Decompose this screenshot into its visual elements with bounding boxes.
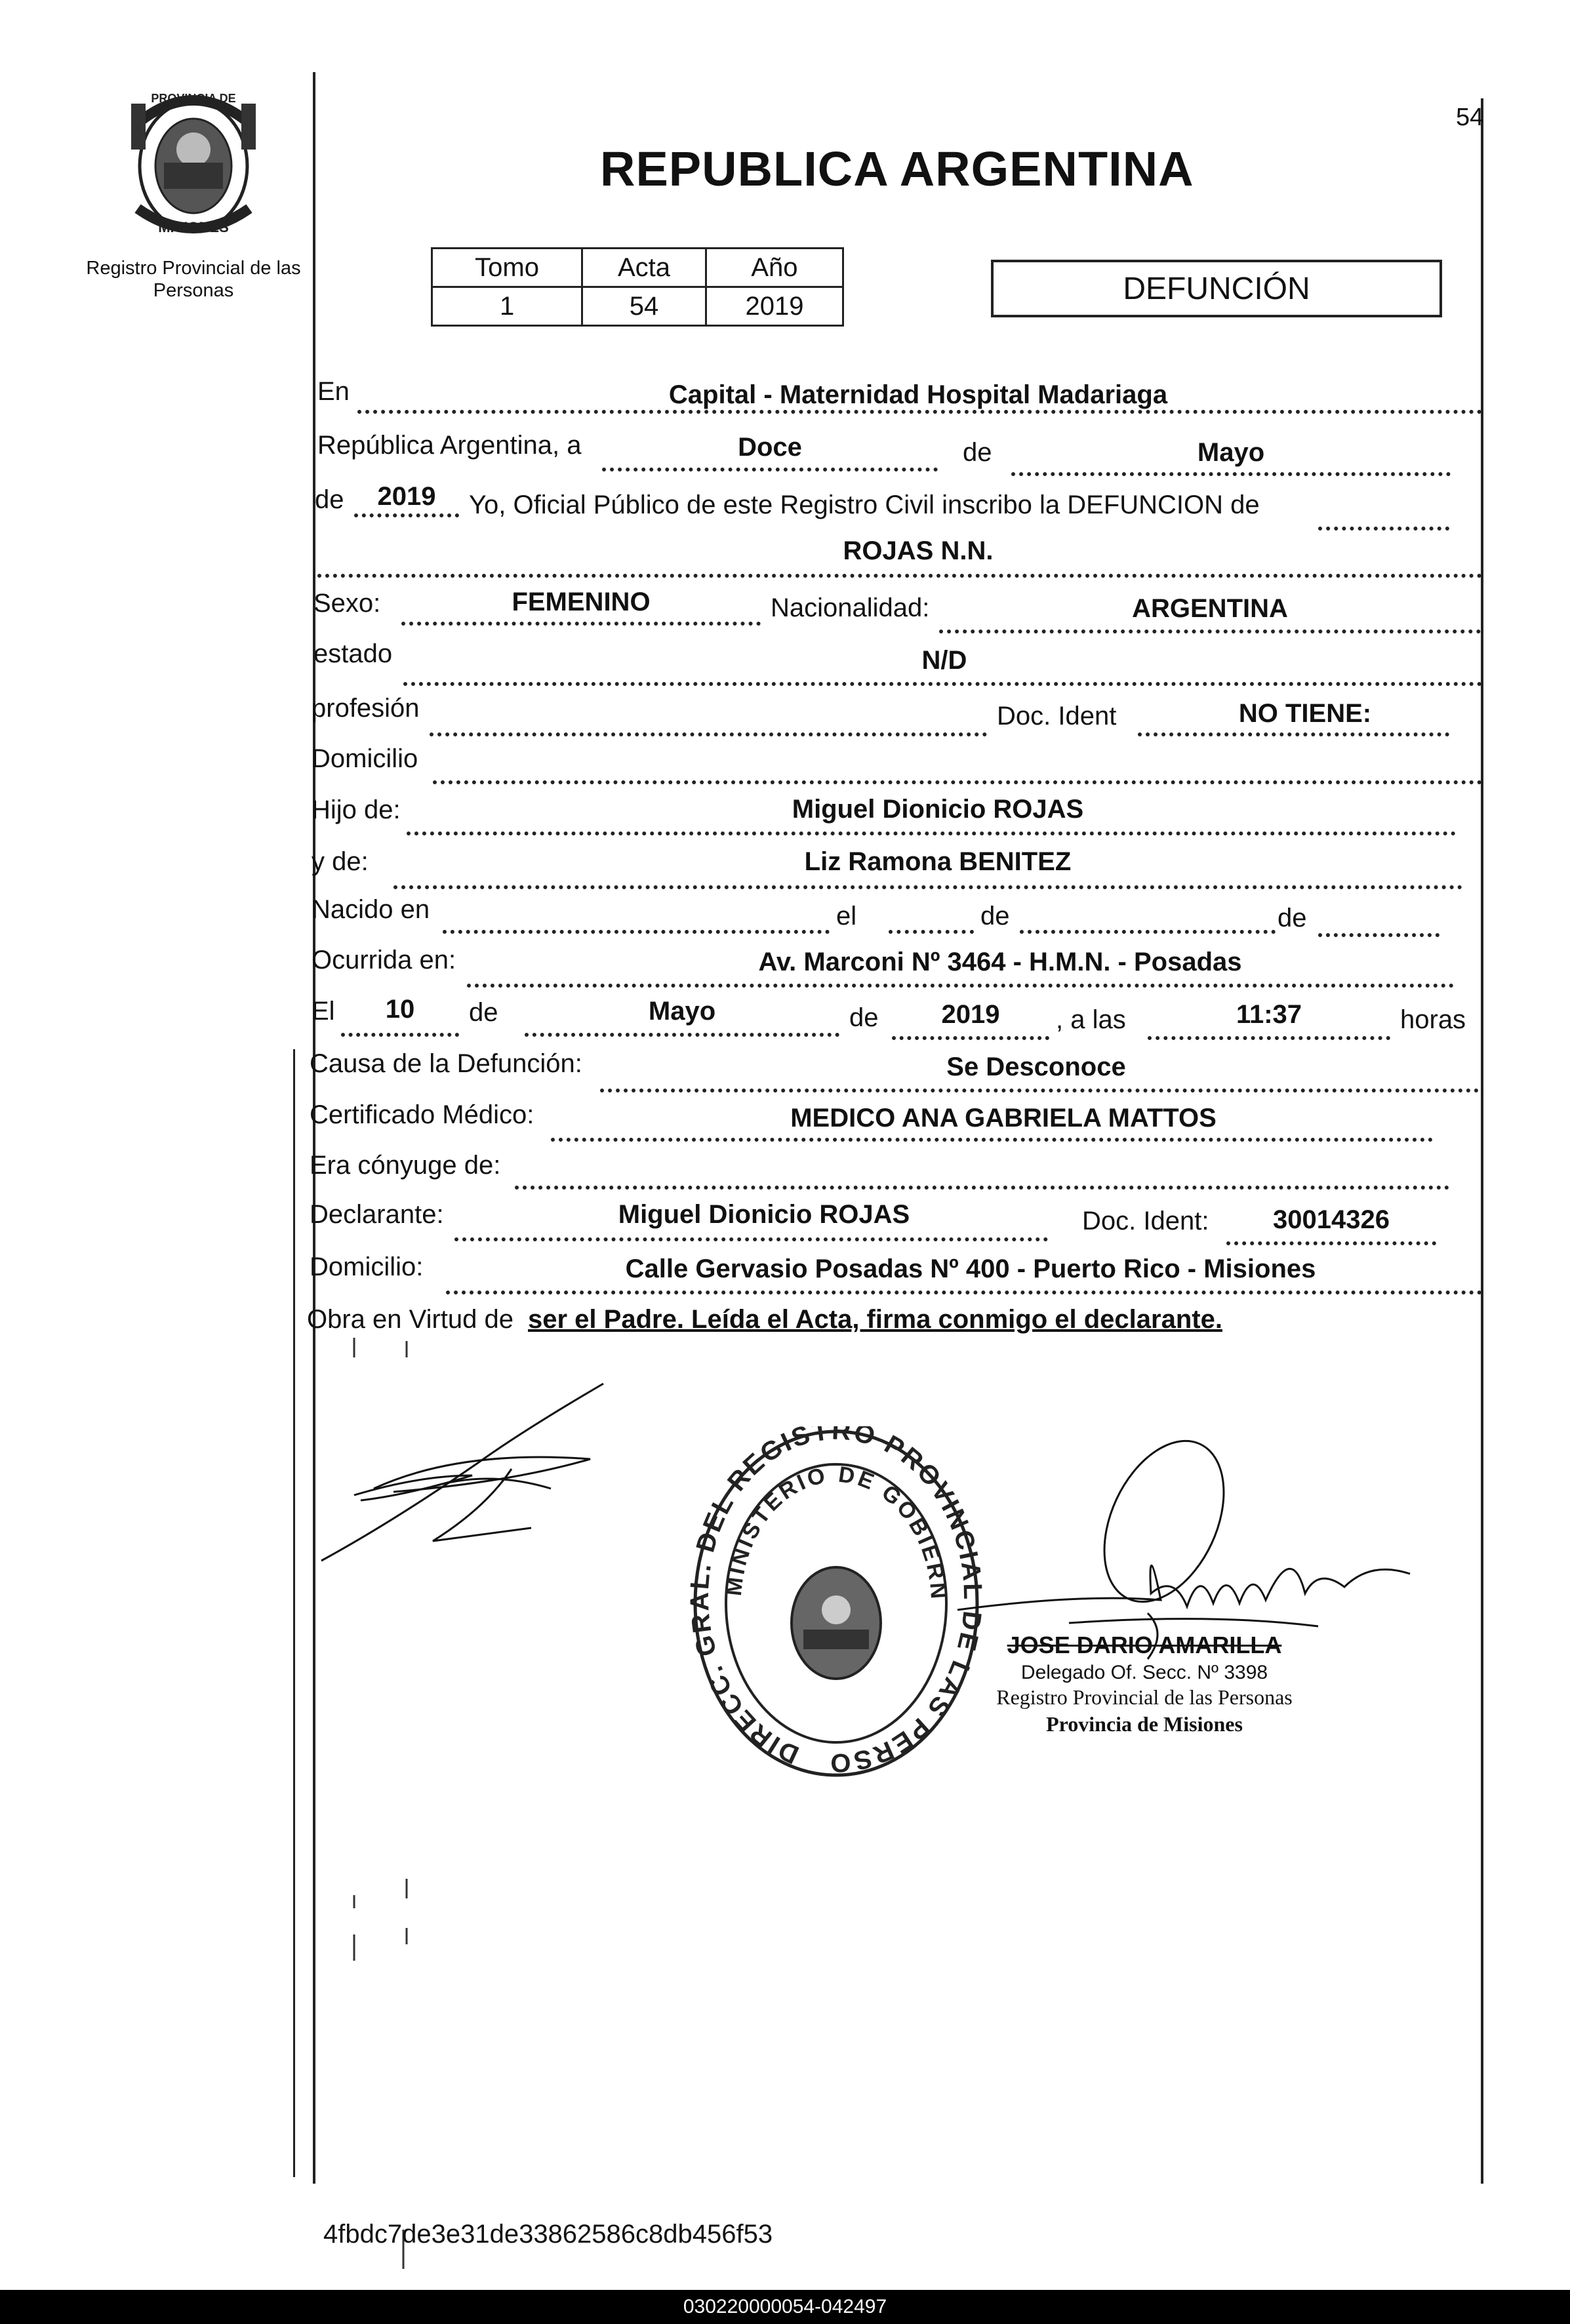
dia-dots (602, 468, 938, 471)
yde-label: y de: (312, 847, 369, 876)
estado-value: N/D (921, 646, 967, 675)
domicilio-dots (433, 780, 1482, 784)
anio-dots (354, 513, 459, 517)
dia-num-value: 10 (385, 995, 415, 1024)
stamp-inner-text: MINISTERIO DE GOBIERN (721, 1462, 952, 1603)
republica-label: República Argentina, a (317, 431, 582, 460)
anio-value: 2019 (377, 482, 436, 511)
domicilio-label: Domicilio (312, 744, 418, 773)
hora-dots (1148, 1036, 1390, 1040)
hora-value: 11:37 (1236, 1000, 1302, 1029)
el-label: el (836, 902, 857, 931)
alas-label: , a las (1056, 1005, 1126, 1034)
de-label-2: de (980, 902, 1010, 931)
official-name: JOSE DARIO AMARILLA (1007, 1632, 1282, 1658)
ref-value-acta: 54 (582, 287, 706, 326)
ref-header-anio: Año (706, 249, 843, 287)
nacido-dots (443, 930, 830, 934)
document-title: REPUBLICA ARGENTINA (600, 142, 1194, 196)
official-line1: Delegado Of. Secc. Nº 3398 (1020, 1662, 1268, 1683)
declarante-value: Miguel Dionicio ROJAS (618, 1200, 910, 1229)
domicilio2-label: Domicilio: (310, 1252, 424, 1281)
doc-label: Doc. Ident (997, 702, 1117, 731)
el-cap-label: El (312, 997, 335, 1026)
yde-dots (393, 885, 1462, 889)
profesion-dots (430, 732, 987, 736)
doc-ident-dots (1226, 1241, 1436, 1245)
de-label-5: de (849, 1003, 879, 1032)
sexo-value: FEMENINO (512, 588, 651, 616)
doc-dots (1138, 732, 1449, 736)
inscribo-dots (1318, 527, 1449, 531)
nacido-mes-dots (1020, 930, 1276, 934)
ref-header-tomo: Tomo (432, 249, 582, 287)
nacionalidad-value: ARGENTINA (1132, 594, 1288, 623)
dia-num-dots (341, 1033, 459, 1037)
nacido-dia-dots (889, 930, 974, 934)
barcode-footer: 030220000054-042497 (0, 2290, 1570, 2324)
en-label: En (317, 377, 350, 406)
obra-label: Obra en Virtud de (307, 1305, 514, 1334)
province-logo (125, 84, 262, 241)
ref-value-anio: 2019 (706, 287, 843, 326)
hijo-label: Hijo de: (312, 795, 401, 824)
reference-table (431, 247, 844, 327)
sexo-label: Sexo: (313, 589, 381, 618)
ocurrida-label: Ocurrida en: (312, 946, 456, 974)
certificado-label: Certificado Médico: (310, 1100, 534, 1129)
sexo-dots (401, 622, 761, 626)
anio2-value: 2019 (941, 1000, 1000, 1029)
horas-label: horas (1400, 1005, 1466, 1034)
nacionalidad-label: Nacionalidad: (771, 593, 930, 622)
domicilio2-value: Calle Gervasio Posadas Nº 400 - Puerto Rico - Misiones (625, 1254, 1316, 1283)
official-line3: Provincia de Misiones (1046, 1712, 1243, 1736)
nombre-dots (317, 574, 1482, 578)
logo-ring-bottom-text: MISIONES (158, 219, 229, 235)
stamp-outer-text: DIRECC. GR . DEL REGISTRO PROVINCIA DE LAS PERSO (689, 1426, 984, 1778)
en-value: Capital - Maternidad Hospital Madariaga (668, 380, 1168, 409)
signature-block (954, 1632, 1335, 1736)
domicilio2-dots (446, 1291, 1482, 1294)
document-type-box: DEFUNCIÓN (991, 260, 1442, 317)
ocurrida-dots (467, 984, 1454, 988)
nacido-label: Nacido en (312, 895, 430, 924)
padre-value: Miguel Dionicio ROJAS (792, 795, 1084, 824)
mes2-dots (525, 1033, 839, 1037)
ocurrida-value: Av. Marconi Nº 3464 - H.M.N. - Posadas (758, 948, 1242, 976)
ref-value-tomo: 1 (432, 287, 582, 326)
doc-ident-label: Doc. Ident: (1082, 1207, 1209, 1235)
doc-value: NO TIENE: (1238, 699, 1372, 728)
stray-marks (351, 1338, 416, 2308)
estado-label: estado (313, 639, 393, 668)
anio-prefix: de (315, 485, 344, 514)
causa-label: Causa de la Defunción: (310, 1049, 582, 1078)
conyuge-dots (515, 1186, 1449, 1190)
madre-value: Liz Ramona BENITEZ (804, 847, 1072, 876)
estado-dots (403, 682, 1482, 686)
mes-dots (1011, 472, 1451, 476)
ref-header-acta: Acta (582, 249, 706, 287)
nacionalidad-dots (939, 630, 1481, 633)
conyuge-label: Era cónyuge de: (310, 1151, 501, 1180)
certificado-dots (551, 1138, 1433, 1142)
profesion-label: profesión (312, 694, 420, 723)
dia-texto: Doce (738, 433, 802, 462)
document-hash: 4fbdc7de3e31de33862586c8db456f53 (323, 2220, 773, 2249)
de-label-4: de (469, 998, 498, 1027)
doc-ident-value: 30014326 (1273, 1205, 1390, 1234)
logo-label: Registro Provincial de las Personas (86, 258, 301, 301)
official-line2: Registro Provincial de las Personas (996, 1685, 1293, 1709)
mes-texto: Mayo (1197, 438, 1265, 467)
inscribo-text: Yo, Oficial Público de este Registro Civil inscribo la DEFUNCION de (469, 491, 1260, 519)
declarante-dots (454, 1237, 1048, 1241)
anio2-dots (892, 1036, 1049, 1040)
de-label-1: de (963, 438, 992, 467)
de-label-3: de (1278, 904, 1307, 932)
causa-dots (600, 1089, 1479, 1092)
nombre-value: ROJAS N.N. (843, 536, 994, 565)
mes2-value: Mayo (648, 997, 716, 1026)
certificado-value: MEDICO ANA GABRIELA MATTOS (790, 1104, 1217, 1132)
logo-ring-top-text: PROVINCIA DE (151, 92, 236, 105)
declarante-label: Declarante: (310, 1200, 444, 1229)
official-stamp (689, 1426, 984, 1780)
nacido-anio-dots (1318, 933, 1439, 937)
en-dots (357, 410, 1482, 414)
hijo-dots (407, 831, 1456, 835)
causa-value: Se Desconoce (946, 1052, 1126, 1081)
page-number: 54 (1456, 104, 1484, 131)
left-margin-line-outer (293, 1049, 295, 2177)
obra-value: ser el Padre. Leída el Acta, firma conmigo el declarante. (528, 1305, 1222, 1334)
